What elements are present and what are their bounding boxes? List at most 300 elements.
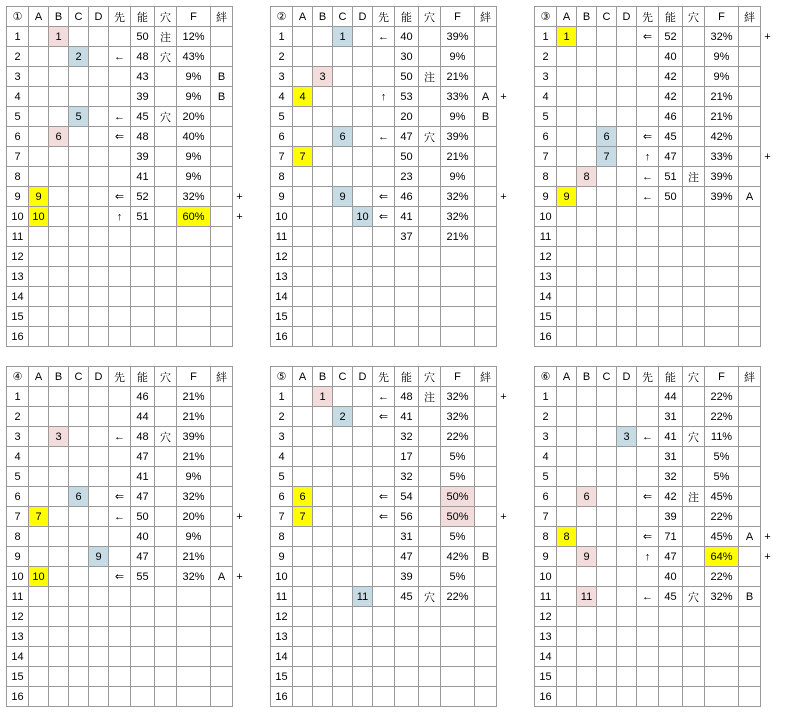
cell-a[interactable]: 9 — [557, 187, 577, 207]
cell-ana[interactable] — [683, 627, 705, 647]
cell-ana[interactable] — [155, 447, 177, 467]
cell-saki[interactable] — [109, 647, 131, 667]
cell-d[interactable] — [617, 27, 637, 47]
cell-c[interactable] — [69, 147, 89, 167]
cell-a[interactable] — [557, 87, 577, 107]
cell-kizu[interactable] — [475, 127, 497, 147]
cell-d[interactable] — [617, 227, 637, 247]
cell-nou[interactable]: 42 — [659, 87, 683, 107]
cell-c[interactable] — [333, 547, 353, 567]
cell-kizu[interactable]: A — [211, 567, 233, 587]
cell-a[interactable]: 8 — [557, 527, 577, 547]
cell-nou[interactable]: 31 — [659, 407, 683, 427]
cell-nou[interactable]: 20 — [395, 107, 419, 127]
cell-saki[interactable]: ← — [637, 167, 659, 187]
cell-c[interactable] — [333, 667, 353, 687]
cell-d[interactable] — [353, 527, 373, 547]
cell-d[interactable] — [617, 87, 637, 107]
cell-d[interactable] — [617, 167, 637, 187]
cell-c[interactable] — [333, 487, 353, 507]
cell-kizu[interactable] — [475, 487, 497, 507]
cell-f[interactable]: 32% — [705, 587, 739, 607]
cell-kizu[interactable] — [739, 287, 761, 307]
cell-c[interactable] — [333, 207, 353, 227]
cell-ana[interactable] — [155, 227, 177, 247]
cell-nou[interactable] — [659, 267, 683, 287]
cell-b[interactable]: 1 — [313, 387, 333, 407]
cell-b[interactable]: 3 — [313, 67, 333, 87]
cell-nou[interactable]: 39 — [659, 507, 683, 527]
cell-d[interactable] — [617, 487, 637, 507]
cell-f[interactable] — [705, 267, 739, 287]
cell-b[interactable] — [577, 507, 597, 527]
cell-f[interactable] — [705, 687, 739, 707]
cell-ana[interactable] — [155, 687, 177, 707]
cell-kizu[interactable] — [739, 627, 761, 647]
cell-saki[interactable] — [109, 627, 131, 647]
cell-c[interactable] — [597, 107, 617, 127]
cell-c[interactable] — [597, 667, 617, 687]
cell-kizu[interactable] — [739, 607, 761, 627]
cell-kizu[interactable] — [475, 447, 497, 467]
cell-f[interactable] — [177, 287, 211, 307]
cell-d[interactable] — [617, 567, 637, 587]
cell-ana[interactable] — [683, 527, 705, 547]
cell-b[interactable] — [313, 567, 333, 587]
cell-nou[interactable]: 47 — [659, 547, 683, 567]
cell-c[interactable] — [597, 387, 617, 407]
cell-d[interactable] — [353, 247, 373, 267]
cell-nou[interactable] — [659, 287, 683, 307]
cell-c[interactable] — [69, 687, 89, 707]
cell-ana[interactable] — [683, 547, 705, 567]
cell-saki[interactable]: ← — [637, 187, 659, 207]
cell-saki[interactable] — [637, 87, 659, 107]
cell-nou[interactable]: 39 — [131, 87, 155, 107]
cell-d[interactable] — [89, 467, 109, 487]
cell-saki[interactable]: ⇐ — [109, 487, 131, 507]
cell-ana[interactable]: 穴 — [419, 587, 441, 607]
cell-ana[interactable] — [155, 587, 177, 607]
cell-c[interactable] — [69, 467, 89, 487]
cell-kizu[interactable] — [211, 607, 233, 627]
cell-c[interactable] — [333, 167, 353, 187]
cell-c[interactable] — [597, 187, 617, 207]
cell-kizu[interactable] — [475, 267, 497, 287]
cell-kizu[interactable] — [739, 687, 761, 707]
cell-a[interactable] — [293, 27, 313, 47]
cell-kizu[interactable]: B — [475, 107, 497, 127]
cell-f[interactable]: 39% — [441, 27, 475, 47]
cell-saki[interactable]: ⇐ — [109, 127, 131, 147]
cell-b[interactable]: 1 — [49, 27, 69, 47]
cell-saki[interactable] — [109, 587, 131, 607]
cell-b[interactable] — [577, 147, 597, 167]
cell-a[interactable]: 4 — [293, 87, 313, 107]
cell-d[interactable]: 11 — [353, 587, 373, 607]
cell-b[interactable] — [313, 47, 333, 67]
cell-c[interactable] — [69, 187, 89, 207]
cell-d[interactable] — [617, 307, 637, 327]
cell-ana[interactable]: 穴 — [155, 47, 177, 67]
cell-ana[interactable] — [683, 47, 705, 67]
cell-ana[interactable] — [419, 407, 441, 427]
cell-c[interactable] — [69, 167, 89, 187]
cell-b[interactable] — [577, 287, 597, 307]
cell-a[interactable] — [29, 527, 49, 547]
cell-saki[interactable]: ⇐ — [373, 487, 395, 507]
cell-ana[interactable] — [683, 667, 705, 687]
cell-kizu[interactable] — [211, 287, 233, 307]
cell-b[interactable] — [49, 447, 69, 467]
cell-ana[interactable] — [419, 527, 441, 547]
cell-ana[interactable] — [683, 467, 705, 487]
cell-d[interactable] — [353, 47, 373, 67]
cell-a[interactable]: 10 — [29, 567, 49, 587]
cell-nou[interactable] — [131, 327, 155, 347]
cell-nou[interactable] — [395, 307, 419, 327]
cell-d[interactable] — [89, 107, 109, 127]
cell-ana[interactable] — [683, 67, 705, 87]
cell-saki[interactable] — [373, 47, 395, 67]
cell-a[interactable] — [557, 147, 577, 167]
cell-saki[interactable] — [109, 467, 131, 487]
cell-d[interactable] — [353, 427, 373, 447]
cell-c[interactable] — [69, 327, 89, 347]
cell-kizu[interactable] — [475, 467, 497, 487]
cell-saki[interactable] — [637, 647, 659, 667]
cell-nou[interactable]: 47 — [659, 147, 683, 167]
cell-d[interactable] — [89, 87, 109, 107]
cell-ana[interactable] — [419, 647, 441, 667]
cell-b[interactable] — [49, 547, 69, 567]
cell-a[interactable] — [293, 67, 313, 87]
cell-kizu[interactable] — [475, 147, 497, 167]
cell-d[interactable] — [89, 627, 109, 647]
cell-saki[interactable] — [109, 327, 131, 347]
cell-b[interactable] — [577, 307, 597, 327]
cell-f[interactable]: 42% — [441, 547, 475, 567]
cell-a[interactable]: 9 — [29, 187, 49, 207]
cell-d[interactable] — [89, 307, 109, 327]
cell-b[interactable] — [49, 567, 69, 587]
cell-saki[interactable]: ⇐ — [637, 487, 659, 507]
cell-b[interactable] — [49, 87, 69, 107]
cell-d[interactable] — [89, 507, 109, 527]
cell-f[interactable]: 5% — [441, 567, 475, 587]
cell-saki[interactable] — [373, 607, 395, 627]
cell-f[interactable]: 5% — [441, 467, 475, 487]
cell-ana[interactable] — [419, 187, 441, 207]
cell-a[interactable] — [557, 127, 577, 147]
cell-kizu[interactable] — [475, 387, 497, 407]
cell-saki[interactable] — [637, 307, 659, 327]
cell-saki[interactable] — [109, 87, 131, 107]
cell-saki[interactable] — [109, 407, 131, 427]
cell-a[interactable]: 7 — [293, 147, 313, 167]
cell-d[interactable] — [89, 47, 109, 67]
cell-ana[interactable]: 注 — [419, 387, 441, 407]
cell-b[interactable] — [313, 427, 333, 447]
cell-nou[interactable] — [395, 247, 419, 267]
cell-f[interactable]: 20% — [177, 507, 211, 527]
cell-kizu[interactable] — [739, 107, 761, 127]
cell-saki[interactable] — [109, 267, 131, 287]
cell-ana[interactable] — [155, 67, 177, 87]
cell-b[interactable]: 6 — [49, 127, 69, 147]
cell-kizu[interactable] — [211, 167, 233, 187]
cell-c[interactable] — [69, 67, 89, 87]
cell-kizu[interactable] — [739, 567, 761, 587]
cell-nou[interactable]: 48 — [131, 47, 155, 67]
cell-f[interactable] — [177, 307, 211, 327]
cell-f[interactable]: 42% — [705, 127, 739, 147]
cell-kizu[interactable] — [739, 267, 761, 287]
cell-nou[interactable] — [131, 627, 155, 647]
cell-c[interactable] — [69, 527, 89, 547]
cell-nou[interactable]: 41 — [659, 427, 683, 447]
cell-a[interactable] — [29, 67, 49, 87]
cell-a[interactable] — [29, 327, 49, 347]
cell-c[interactable] — [333, 327, 353, 347]
cell-ana[interactable] — [683, 507, 705, 527]
cell-nou[interactable]: 52 — [131, 187, 155, 207]
cell-b[interactable] — [577, 247, 597, 267]
cell-b[interactable] — [577, 527, 597, 547]
cell-b[interactable] — [577, 227, 597, 247]
cell-d[interactable] — [617, 647, 637, 667]
cell-a[interactable] — [293, 387, 313, 407]
cell-b[interactable] — [577, 627, 597, 647]
cell-f[interactable] — [441, 287, 475, 307]
cell-kizu[interactable] — [475, 667, 497, 687]
cell-b[interactable] — [313, 547, 333, 567]
cell-ana[interactable]: 注 — [683, 167, 705, 187]
cell-ana[interactable] — [155, 87, 177, 107]
cell-kizu[interactable] — [739, 427, 761, 447]
cell-a[interactable] — [557, 387, 577, 407]
cell-c[interactable] — [69, 207, 89, 227]
cell-saki[interactable]: ⇐ — [373, 207, 395, 227]
cell-c[interactable] — [597, 467, 617, 487]
cell-ana[interactable] — [419, 27, 441, 47]
cell-d[interactable] — [353, 167, 373, 187]
cell-c[interactable] — [333, 627, 353, 647]
cell-nou[interactable] — [131, 247, 155, 267]
cell-kizu[interactable] — [739, 507, 761, 527]
cell-b[interactable] — [577, 327, 597, 347]
cell-b[interactable] — [577, 47, 597, 67]
cell-nou[interactable] — [395, 267, 419, 287]
cell-saki[interactable] — [109, 247, 131, 267]
cell-a[interactable] — [557, 227, 577, 247]
cell-d[interactable] — [353, 447, 373, 467]
cell-c[interactable] — [69, 247, 89, 267]
cell-d[interactable] — [617, 47, 637, 67]
cell-b[interactable] — [49, 67, 69, 87]
cell-saki[interactable] — [637, 467, 659, 487]
cell-nou[interactable]: 54 — [395, 487, 419, 507]
cell-a[interactable] — [293, 267, 313, 287]
cell-f[interactable] — [705, 627, 739, 647]
cell-kizu[interactable] — [475, 407, 497, 427]
cell-d[interactable] — [617, 187, 637, 207]
cell-ana[interactable] — [683, 127, 705, 147]
cell-a[interactable] — [557, 107, 577, 127]
cell-a[interactable] — [557, 467, 577, 487]
cell-c[interactable] — [333, 147, 353, 167]
cell-saki[interactable] — [373, 467, 395, 487]
cell-nou[interactable]: 41 — [395, 407, 419, 427]
cell-b[interactable]: 9 — [577, 547, 597, 567]
cell-kizu[interactable] — [211, 327, 233, 347]
cell-f[interactable]: 9% — [441, 167, 475, 187]
cell-nou[interactable]: 51 — [659, 167, 683, 187]
cell-saki[interactable]: ↑ — [637, 147, 659, 167]
cell-d[interactable] — [353, 127, 373, 147]
cell-saki[interactable] — [637, 687, 659, 707]
cell-b[interactable] — [577, 387, 597, 407]
cell-nou[interactable]: 39 — [131, 147, 155, 167]
cell-c[interactable] — [597, 247, 617, 267]
cell-nou[interactable]: 52 — [659, 27, 683, 47]
cell-b[interactable] — [313, 27, 333, 47]
cell-d[interactable] — [89, 687, 109, 707]
cell-nou[interactable]: 40 — [659, 47, 683, 67]
cell-kizu[interactable] — [739, 467, 761, 487]
cell-saki[interactable]: ← — [109, 47, 131, 67]
cell-d[interactable] — [89, 227, 109, 247]
cell-a[interactable] — [557, 487, 577, 507]
cell-kizu[interactable] — [211, 447, 233, 467]
cell-a[interactable] — [293, 627, 313, 647]
cell-b[interactable] — [49, 207, 69, 227]
cell-kizu[interactable] — [211, 547, 233, 567]
cell-kizu[interactable] — [475, 207, 497, 227]
cell-saki[interactable] — [373, 287, 395, 307]
cell-kizu[interactable] — [475, 227, 497, 247]
cell-b[interactable] — [577, 87, 597, 107]
cell-c[interactable] — [333, 307, 353, 327]
cell-kizu[interactable] — [475, 307, 497, 327]
cell-f[interactable] — [705, 667, 739, 687]
cell-nou[interactable]: 31 — [395, 527, 419, 547]
cell-saki[interactable] — [109, 167, 131, 187]
cell-a[interactable] — [557, 67, 577, 87]
cell-a[interactable] — [557, 607, 577, 627]
cell-kizu[interactable] — [211, 187, 233, 207]
cell-c[interactable] — [69, 547, 89, 567]
cell-d[interactable] — [89, 427, 109, 447]
cell-saki[interactable]: ⇐ — [373, 407, 395, 427]
cell-d[interactable] — [617, 287, 637, 307]
cell-nou[interactable]: 45 — [131, 107, 155, 127]
cell-ana[interactable] — [155, 567, 177, 587]
cell-d[interactable] — [353, 407, 373, 427]
cell-ana[interactable] — [419, 487, 441, 507]
cell-b[interactable] — [313, 227, 333, 247]
cell-saki[interactable] — [109, 287, 131, 307]
cell-saki[interactable]: ← — [637, 427, 659, 447]
cell-saki[interactable] — [373, 267, 395, 287]
cell-f[interactable]: 32% — [441, 187, 475, 207]
cell-kizu[interactable] — [739, 27, 761, 47]
cell-kizu[interactable] — [211, 27, 233, 47]
cell-c[interactable] — [333, 687, 353, 707]
cell-ana[interactable] — [155, 147, 177, 167]
cell-kizu[interactable] — [475, 427, 497, 447]
cell-saki[interactable]: ← — [109, 107, 131, 127]
cell-f[interactable] — [177, 687, 211, 707]
cell-a[interactable] — [557, 207, 577, 227]
cell-ana[interactable] — [683, 687, 705, 707]
cell-a[interactable] — [557, 287, 577, 307]
cell-a[interactable] — [29, 427, 49, 447]
cell-nou[interactable] — [131, 287, 155, 307]
cell-nou[interactable]: 50 — [131, 507, 155, 527]
cell-f[interactable]: 12% — [177, 27, 211, 47]
cell-d[interactable] — [353, 227, 373, 247]
cell-a[interactable] — [293, 127, 313, 147]
cell-f[interactable]: 21% — [177, 387, 211, 407]
cell-ana[interactable]: 穴 — [155, 427, 177, 447]
cell-d[interactable] — [617, 507, 637, 527]
cell-saki[interactable] — [637, 47, 659, 67]
cell-ana[interactable] — [419, 147, 441, 167]
cell-kizu[interactable] — [211, 667, 233, 687]
cell-ana[interactable] — [683, 27, 705, 47]
cell-f[interactable] — [705, 227, 739, 247]
cell-kizu[interactable] — [739, 147, 761, 167]
cell-nou[interactable] — [395, 687, 419, 707]
cell-a[interactable] — [293, 47, 313, 67]
cell-f[interactable]: 32% — [441, 387, 475, 407]
cell-kizu[interactable] — [211, 487, 233, 507]
cell-c[interactable] — [333, 427, 353, 447]
cell-kizu[interactable] — [211, 207, 233, 227]
cell-kizu[interactable] — [475, 67, 497, 87]
cell-kizu[interactable] — [211, 147, 233, 167]
cell-nou[interactable] — [659, 607, 683, 627]
cell-d[interactable] — [353, 687, 373, 707]
cell-b[interactable] — [313, 527, 333, 547]
cell-saki[interactable] — [373, 547, 395, 567]
cell-saki[interactable]: ↑ — [373, 87, 395, 107]
cell-b[interactable] — [49, 327, 69, 347]
cell-kizu[interactable] — [739, 227, 761, 247]
cell-nou[interactable]: 71 — [659, 527, 683, 547]
cell-a[interactable] — [557, 407, 577, 427]
cell-b[interactable] — [49, 507, 69, 527]
cell-kizu[interactable] — [211, 407, 233, 427]
cell-ana[interactable]: 穴 — [155, 107, 177, 127]
cell-nou[interactable]: 42 — [659, 487, 683, 507]
cell-c[interactable]: 2 — [333, 407, 353, 427]
cell-ana[interactable] — [419, 467, 441, 487]
cell-saki[interactable]: ← — [109, 427, 131, 447]
cell-a[interactable] — [557, 567, 577, 587]
cell-nou[interactable] — [659, 667, 683, 687]
cell-c[interactable] — [333, 227, 353, 247]
cell-saki[interactable] — [373, 307, 395, 327]
cell-c[interactable] — [69, 307, 89, 327]
cell-d[interactable] — [89, 587, 109, 607]
cell-ana[interactable] — [683, 207, 705, 227]
cell-a[interactable] — [29, 147, 49, 167]
cell-c[interactable] — [597, 327, 617, 347]
cell-a[interactable] — [29, 167, 49, 187]
cell-nou[interactable]: 23 — [395, 167, 419, 187]
